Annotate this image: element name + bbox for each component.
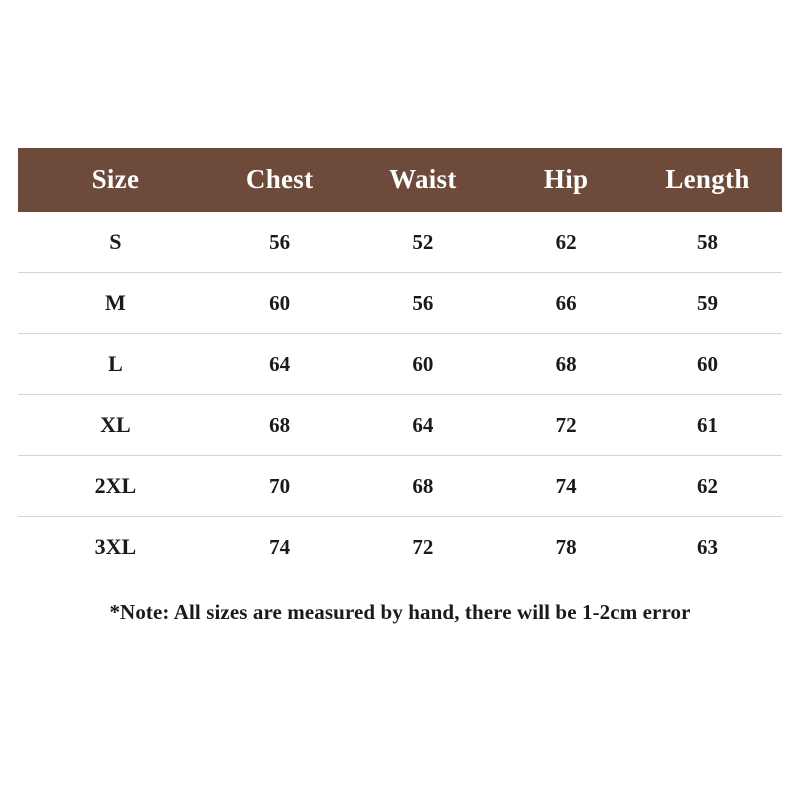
cell-waist: 64 (347, 395, 500, 456)
table-row (18, 273, 782, 334)
cell-waist: 52 (347, 212, 500, 273)
cell-length: 59 (633, 273, 782, 334)
table-row (18, 517, 782, 578)
cell-chest: 74 (213, 517, 347, 578)
cell-waist: 56 (347, 273, 500, 334)
cell-chest: 68 (213, 395, 347, 456)
cell-waist: 72 (347, 517, 500, 578)
cell-length: 62 (633, 456, 782, 517)
cell-size: M (18, 273, 213, 334)
cell-length: 58 (633, 212, 782, 273)
cell-size: 2XL (18, 456, 213, 517)
table-header (18, 148, 782, 212)
table-row (18, 334, 782, 395)
cell-length: 63 (633, 517, 782, 578)
cell-chest: 70 (213, 456, 347, 517)
column-header-size: Size (18, 148, 213, 212)
column-header-hip: Hip (499, 148, 633, 212)
cell-hip: 74 (499, 456, 633, 517)
cell-chest: 64 (213, 334, 347, 395)
size-chart-container (18, 148, 782, 577)
cell-length: 61 (633, 395, 782, 456)
cell-hip: 78 (499, 517, 633, 578)
cell-waist: 60 (347, 334, 500, 395)
size-chart-table (18, 148, 782, 577)
cell-hip: 62 (499, 212, 633, 273)
cell-size: XL (18, 395, 213, 456)
table-body (18, 212, 782, 577)
column-header-length: Length (633, 148, 782, 212)
table-row (18, 212, 782, 273)
cell-chest: 56 (213, 212, 347, 273)
header-row (18, 148, 782, 212)
table-row (18, 456, 782, 517)
column-header-chest: Chest (213, 148, 347, 212)
column-header-waist: Waist (347, 148, 500, 212)
cell-hip: 68 (499, 334, 633, 395)
cell-waist: 68 (347, 456, 500, 517)
cell-chest: 60 (213, 273, 347, 334)
cell-hip: 72 (499, 395, 633, 456)
cell-hip: 66 (499, 273, 633, 334)
cell-size: S (18, 212, 213, 273)
cell-length: 60 (633, 334, 782, 395)
cell-size: 3XL (18, 517, 213, 578)
cell-size: L (18, 334, 213, 395)
measurement-note: *Note: All sizes are measured by hand, there will be 1-2cm error (109, 600, 691, 624)
table-row (18, 395, 782, 456)
